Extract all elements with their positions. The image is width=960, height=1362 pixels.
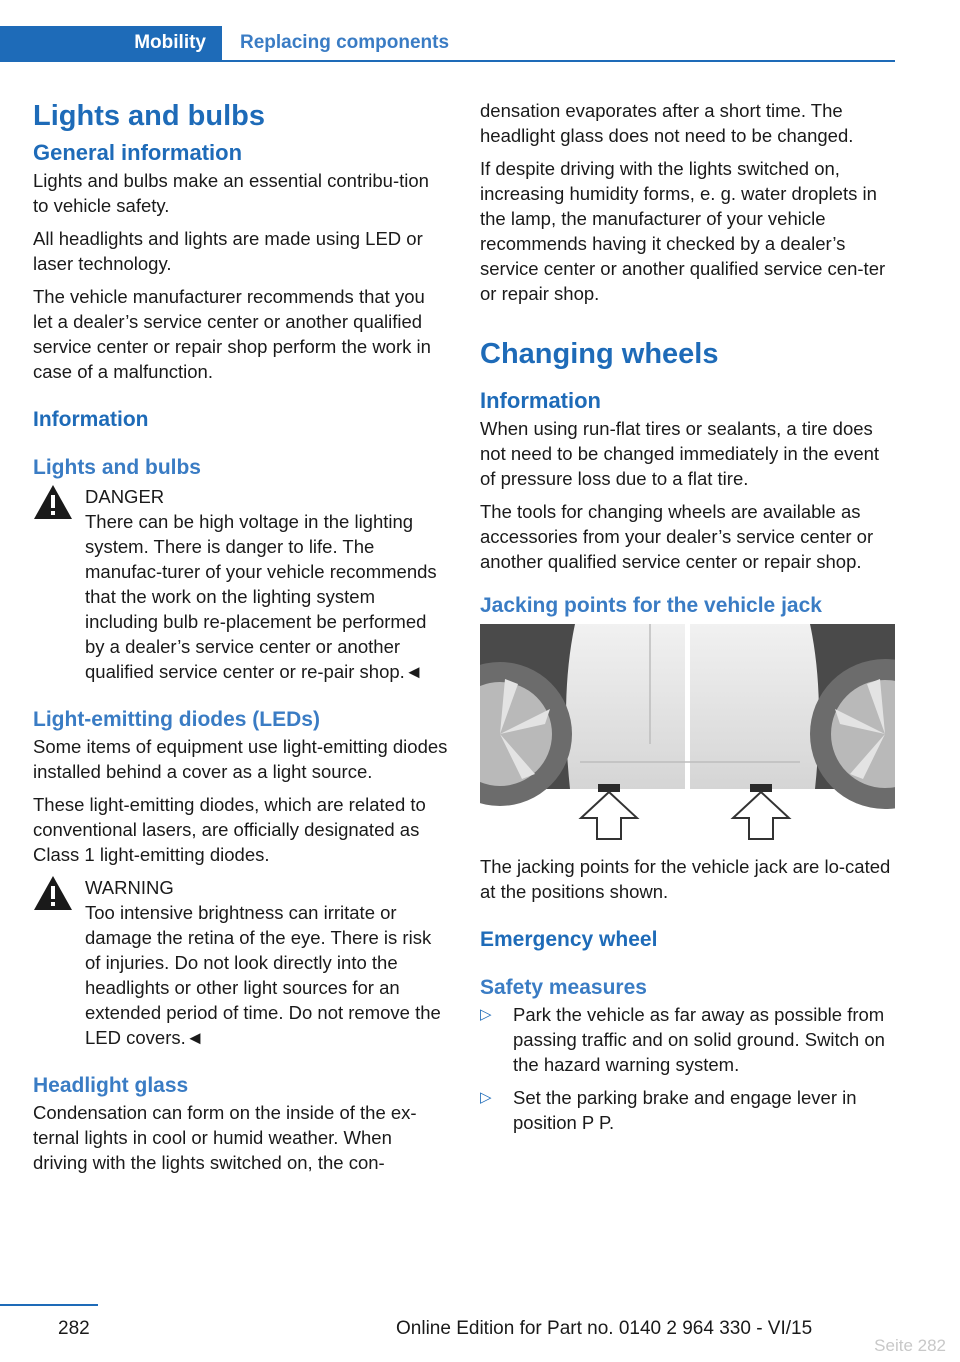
heading-jacking-points: Jacking points for the vehicle jack bbox=[480, 594, 822, 617]
list-item bbox=[480, 1002, 895, 1077]
heading-lights-and-bulbs: Lights and bulbs bbox=[33, 100, 265, 132]
list-item bbox=[480, 1085, 895, 1135]
page-number: 282 bbox=[58, 1318, 90, 1339]
paragraph-run-flat: When using run-flat tires or sealants, a tire does not need to be changed immediately in the event of pressure loss due to a flat tire. bbox=[480, 418, 880, 489]
left-column bbox=[33, 98, 448, 1183]
warning-text: Too intensive brightness can irritate or damage the retina of the eye. There is risk of injuries. Do not look directly into the headlights or other light sources for an extended period of time. Do not remove the LED covers.◄ bbox=[85, 902, 441, 1048]
watermark: Seite 282 bbox=[874, 1336, 946, 1355]
paragraph-humidity: If despite driving with the lights switched on, increasing humidity forms, e. g. water droplets in the lamp, the manufacturer of your vehicle recommends having it checked by a dealer’s service center or another qualified service cen‐ter or repair shop. bbox=[480, 158, 886, 304]
warning-triangle-icon bbox=[33, 875, 73, 911]
danger-label: DANGER bbox=[85, 486, 165, 507]
paragraph-led-items: Some items of equipment use light-emitting diodes installed behind a cover as a light source. bbox=[33, 736, 448, 782]
heading-headlight-glass: Headlight glass bbox=[33, 1074, 189, 1097]
paragraph-safety-contribution: Lights and bulbs make an essential contribu‐tion to vehicle safety. bbox=[33, 170, 429, 216]
danger-text: There can be high voltage in the lighting system. There is danger to life. The manufac‐turer of your vehicle recommends that the work on the lighting system including bulb re‐placement be performed by a dealer’s service center or another qualified service center or re‐pair shop.◄ bbox=[85, 511, 437, 682]
paragraph-condensation-continued: densation evaporates after a short time. The headlight glass does not need to be changed. bbox=[480, 100, 854, 146]
heading-leds: Light-emitting diodes (LEDs) bbox=[33, 708, 320, 731]
danger-warning-icon bbox=[33, 484, 73, 520]
section-tab-mobility: Mobility bbox=[0, 26, 222, 60]
heading-emergency-wheel: Emergency wheel bbox=[480, 928, 658, 951]
heading-changing-wheels: Changing wheels bbox=[480, 338, 719, 370]
paragraph-led-laser: All headlights and lights are made using LED or laser technology. bbox=[33, 228, 423, 274]
page-header bbox=[0, 26, 895, 62]
header-rule bbox=[0, 60, 895, 62]
right-column bbox=[480, 98, 895, 1143]
paragraph-condensation: Condensation can form on the inside of the ex‐ternal lights in cool or humid weather. When driving with the lights switched on, the con‐ bbox=[33, 1102, 417, 1173]
paragraph-led-class: These light-emitting diodes, which are related to conventional lasers, are officially designated as Class 1 light-emitting diodes. bbox=[33, 794, 426, 865]
heading-information-wheels: Information bbox=[480, 388, 601, 413]
warning-notice bbox=[33, 875, 448, 1050]
edition-line: Online Edition for Part no. 0140 2 964 330 - VI/15 bbox=[396, 1318, 813, 1339]
step-text: Park the vehicle as far away as possible from passing traffic and on solid ground. Switch on the hazard warning system. bbox=[513, 1004, 885, 1075]
footer-rule bbox=[0, 1304, 98, 1306]
triangle-bullet-icon: ▷ bbox=[480, 1006, 492, 1023]
jacking-points-illustration bbox=[480, 624, 895, 840]
heading-lights-and-bulbs-sub: Lights and bulbs bbox=[33, 456, 201, 479]
section-tab-replacing-components: Replacing components bbox=[240, 32, 450, 53]
paragraph-tools: The tools for changing wheels are available as accessories from your dealer’s service center or another qualified service center or repair shop. bbox=[480, 501, 874, 572]
paragraph-manufacturer-recommends: The vehicle manufacturer recommends that you let a dealer’s service center or another qualified service center or repair shop perform the work in case of a malfunction. bbox=[33, 286, 431, 382]
triangle-bullet-icon: ▷ bbox=[480, 1089, 492, 1106]
heading-safety-measures: Safety measures bbox=[480, 976, 647, 999]
danger-notice bbox=[33, 484, 448, 684]
heading-information: Information bbox=[33, 408, 149, 431]
warning-label: WARNING bbox=[85, 877, 174, 898]
safety-steps-list bbox=[480, 1002, 895, 1135]
step-text: Set the parking brake and engage lever in position P P. bbox=[513, 1087, 857, 1133]
paragraph-jacking-location: The jacking points for the vehicle jack are lo‐cated at the positions shown. bbox=[480, 856, 891, 902]
heading-general-information: General information bbox=[33, 140, 243, 165]
